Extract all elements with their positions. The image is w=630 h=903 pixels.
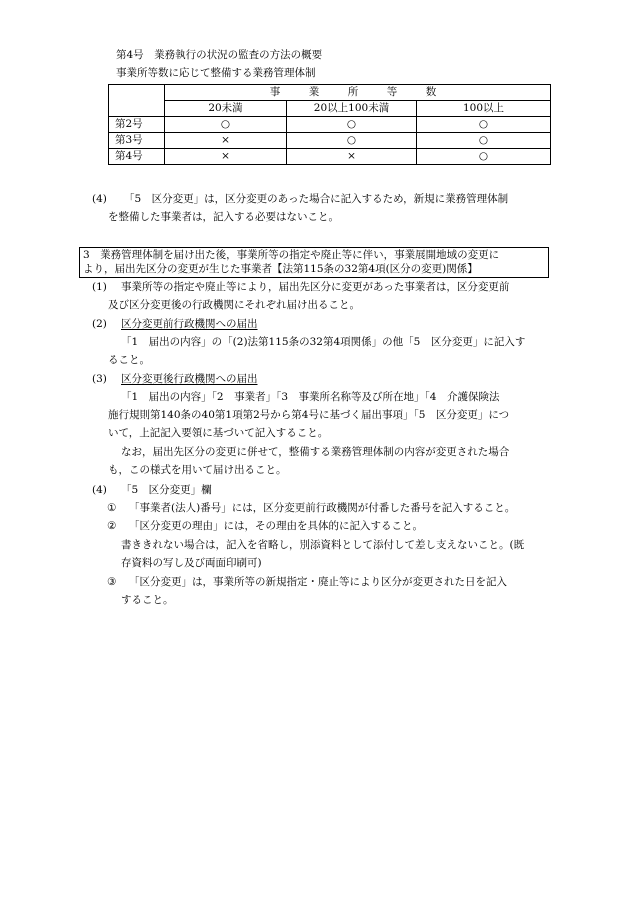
table-column-header: 100以上 — [417, 101, 551, 117]
sub-item-text-line: 「区分変更の理由」には，その理由を具体的に記入すること。 — [129, 520, 423, 532]
sub-item-text-line: 書ききれない場合は，記入を省略し，別添資料として添付して差し支えないこと。(既 — [121, 539, 525, 551]
sub-item-number: ① — [107, 502, 117, 514]
note-number: (4) — [92, 193, 107, 205]
table-cell: ○ — [165, 117, 287, 133]
table-cell: × — [287, 149, 417, 165]
sub-item-text-line: 「区分変更」は，事業所等の新規指定・廃止等により区分が変更された日を記入 — [129, 576, 507, 588]
item-title: 「5 区分変更」欄 — [121, 484, 212, 496]
table-corner-cell — [109, 85, 165, 117]
sub-item-number: ③ — [107, 576, 117, 588]
item-text-line: なお，届出先区分の変更に併せて，整備する業務管理体制の内容が変更された場合 — [121, 446, 510, 458]
section-3-heading-line: 3 業務管理体制を届け出た後，事業所等の指定や廃止等に伴い，事業展開地域の変更に — [83, 249, 500, 261]
note-text-line: を整備した事業者は，記入する必要はないこと。 — [108, 211, 339, 223]
note-text-line: 「5 区分変更」は，区分変更のあった場合に記入するため，新規に業務管理体制 — [124, 193, 509, 205]
item-number: (1) — [92, 281, 107, 293]
table-row-label: 第3号 — [109, 133, 165, 149]
management-system-table — [108, 84, 551, 165]
table-cell: ○ — [417, 133, 551, 149]
item-text-line: 「1 届出の内容」「2 事業者」「3 事業所名称等及び所在地」「4 介護保険法 — [121, 391, 500, 403]
table-column-row — [109, 101, 551, 117]
sub-item-text-line: すること。 — [121, 594, 174, 606]
item-text-line: いて，上記記入要領に基づいて記入すること。 — [108, 427, 329, 439]
table-cell: ○ — [287, 117, 417, 133]
item-title: 区分変更後行政機関への届出 — [121, 373, 258, 385]
table-row — [109, 117, 551, 133]
table-header-row — [109, 85, 551, 101]
section-heading: 第4号 業務執行の状況の監査の方法の概要 — [116, 49, 323, 61]
item-text-line: 施行規則第140条の40第1項第2号から第4号に基づく届出事項」「5 区分変更」につ — [108, 409, 510, 421]
sub-item-text-line: 存資料の写し及び両面印刷可) — [121, 557, 262, 569]
table-row — [109, 133, 551, 149]
item-title: 区分変更前行政機関への届出 — [121, 318, 258, 330]
item-number: (4) — [92, 484, 107, 496]
table-caption: 事業所等数に応じて整備する業務管理体制 — [116, 67, 316, 79]
table-cell: × — [165, 133, 287, 149]
table-group-header: 事 業 所 等 数 — [165, 85, 551, 101]
item-text-line: 及び区分変更後の行政機関にそれぞれ届け出ること。 — [108, 299, 360, 311]
item-text-line: 「1 届出の内容」の「(2)法第115条の32第4項関係」の他「5 区分変更」に記入す — [121, 336, 526, 348]
table-column-header: 20以上100未満 — [287, 101, 417, 117]
table-cell: ○ — [417, 117, 551, 133]
table-cell: ○ — [417, 149, 551, 165]
table-column-header: 20未満 — [165, 101, 287, 117]
table-cell: × — [165, 149, 287, 165]
table-row-label: 第4号 — [109, 149, 165, 165]
item-text-line: 事業所等の指定や廃止等により，届出先区分に変更があった事業者は，区分変更前 — [121, 281, 510, 293]
item-text-line: ること。 — [108, 354, 150, 366]
table-cell: ○ — [287, 133, 417, 149]
sub-item-text-line: 「事業者(法人)番号」には，区分変更前行政機関が付番した番号を記入すること。 — [129, 502, 516, 514]
sub-item-number: ② — [107, 520, 117, 532]
table-row-label: 第2号 — [109, 117, 165, 133]
table-row — [109, 149, 551, 165]
item-text-line: も，この様式を用いて届け出ること。 — [108, 464, 287, 476]
item-number: (3) — [92, 373, 107, 385]
section-3-heading-line: より，届出先区分の変更が生じた事業者【法第115条の32第4項(区分の変更)関係】 — [83, 263, 478, 275]
item-number: (2) — [92, 318, 107, 330]
